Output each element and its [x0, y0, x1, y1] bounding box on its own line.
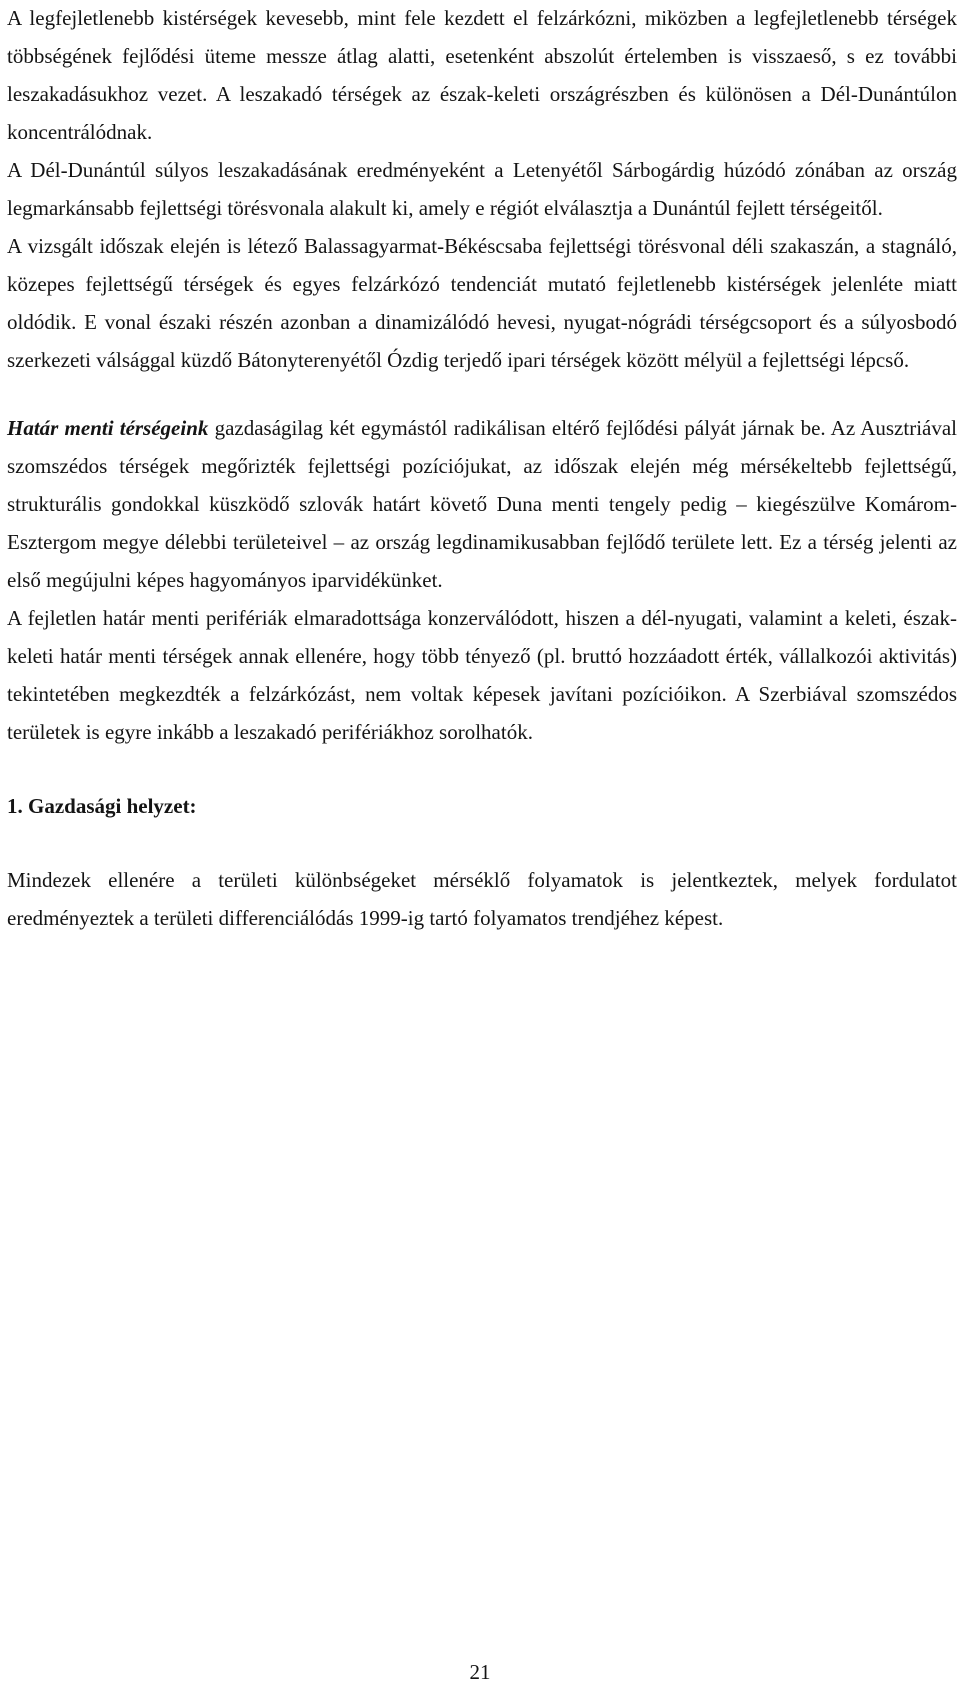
heading-spacer	[7, 825, 957, 861]
paragraph-closing: Mindezek ellenére a területi különbségeket mérséklő folyamatok is jelentkeztek, melyek fordulatot eredményeztek a területi differenciálódás 1999-ig tartó folyamatos trendjéhez képest.	[7, 868, 957, 930]
heading-spacer	[7, 751, 957, 787]
paragraph-balassagyarmat-bekescsaba: A vizsgált időszak elején is létező Balassagyarmat-Békéscsaba fejlettségi törésvonal déli szakaszán, a stagnáló, közepes fejlettségű térségek és egyes felzárkózó tendenciát mutató fejletlenebb kistérségek jelenléte miatt oldódik. E vonal északi részén azonban a dinamizálódó hevesi, nyugat-nógrádi térségcsoport és a súlyosbodó szerkezeti válsággal küzdő Bátonyterenyétől Ózdig terjedő ipari térségek között mélyül a fejlettségi lépcső.	[7, 234, 957, 372]
paragraph-border-peripheries: A fejletlen határ menti perifériák elmaradottsága konzerválódott, hiszen a dél-nyugati, valamint a keleti, észak-keleti határ menti térségek annak ellenére, hogy több tényező (pl. bruttó hozzáadott érték, vállalkozói aktivitás) tekintetében megkezdték a felzárkózást, nem voltak képesek javítani pozícióikon. A Szerbiával szomszédos területek is egyre inkább a leszakadó perifériákhoz sorolhatók.	[7, 606, 957, 744]
section-heading: 1. Gazdasági helyzet:	[7, 794, 197, 818]
paragraph-south-transdanubia: A Dél-Dunántúl súlyos leszakadásának eredményeként a Letenyétől Sárbogárdig húzódó zónában az ország legmarkánsabb fejlettségi törésvonala alakult ki, amely e régiót elválasztja a Dunántúl fejlett térségeitől.	[7, 158, 957, 220]
paragraph-border-regions	[7, 409, 957, 599]
paragraph-lagging-microregions: A legfejletlenebb kistérségek kevesebb, mint fele kezdett el felzárkózni, miközben a legfejletlenebb térségek többségének fejlődési üteme messze átlag alatti, esetenként abszolút értelemben is visszaeső, s ez további leszakadásukhoz vezet. A leszakadó térségek az észak-keleti országrészben és különösen a Dél-Dunántúlon koncentrálódnak.	[7, 6, 957, 144]
paragraph-text: gazdaságilag két egymástól radikálisan eltérő fejlődési pályát járnak be. Az Ausztriával szomszédos térségek megőrizték fejlettségi pozíciójukat, az időszak elején még mérsékeltebb fejlettségű, strukturális gondokkal küszködő szlovák határt követő Duna menti tengely pedig – kiegészülve Komárom-Esztergom megye délebbi területeivel – az ország legdinamikusabban fejlődő területe lett. Ez a térség jelenti az első megújulni képes hagyományos iparvidékünket.	[7, 416, 957, 592]
paragraph-spacer	[7, 379, 957, 409]
page-number: 21	[469, 1660, 491, 1684]
document-body	[7, 0, 957, 937]
emphasized-lead: Határ menti térségeink	[7, 416, 209, 440]
